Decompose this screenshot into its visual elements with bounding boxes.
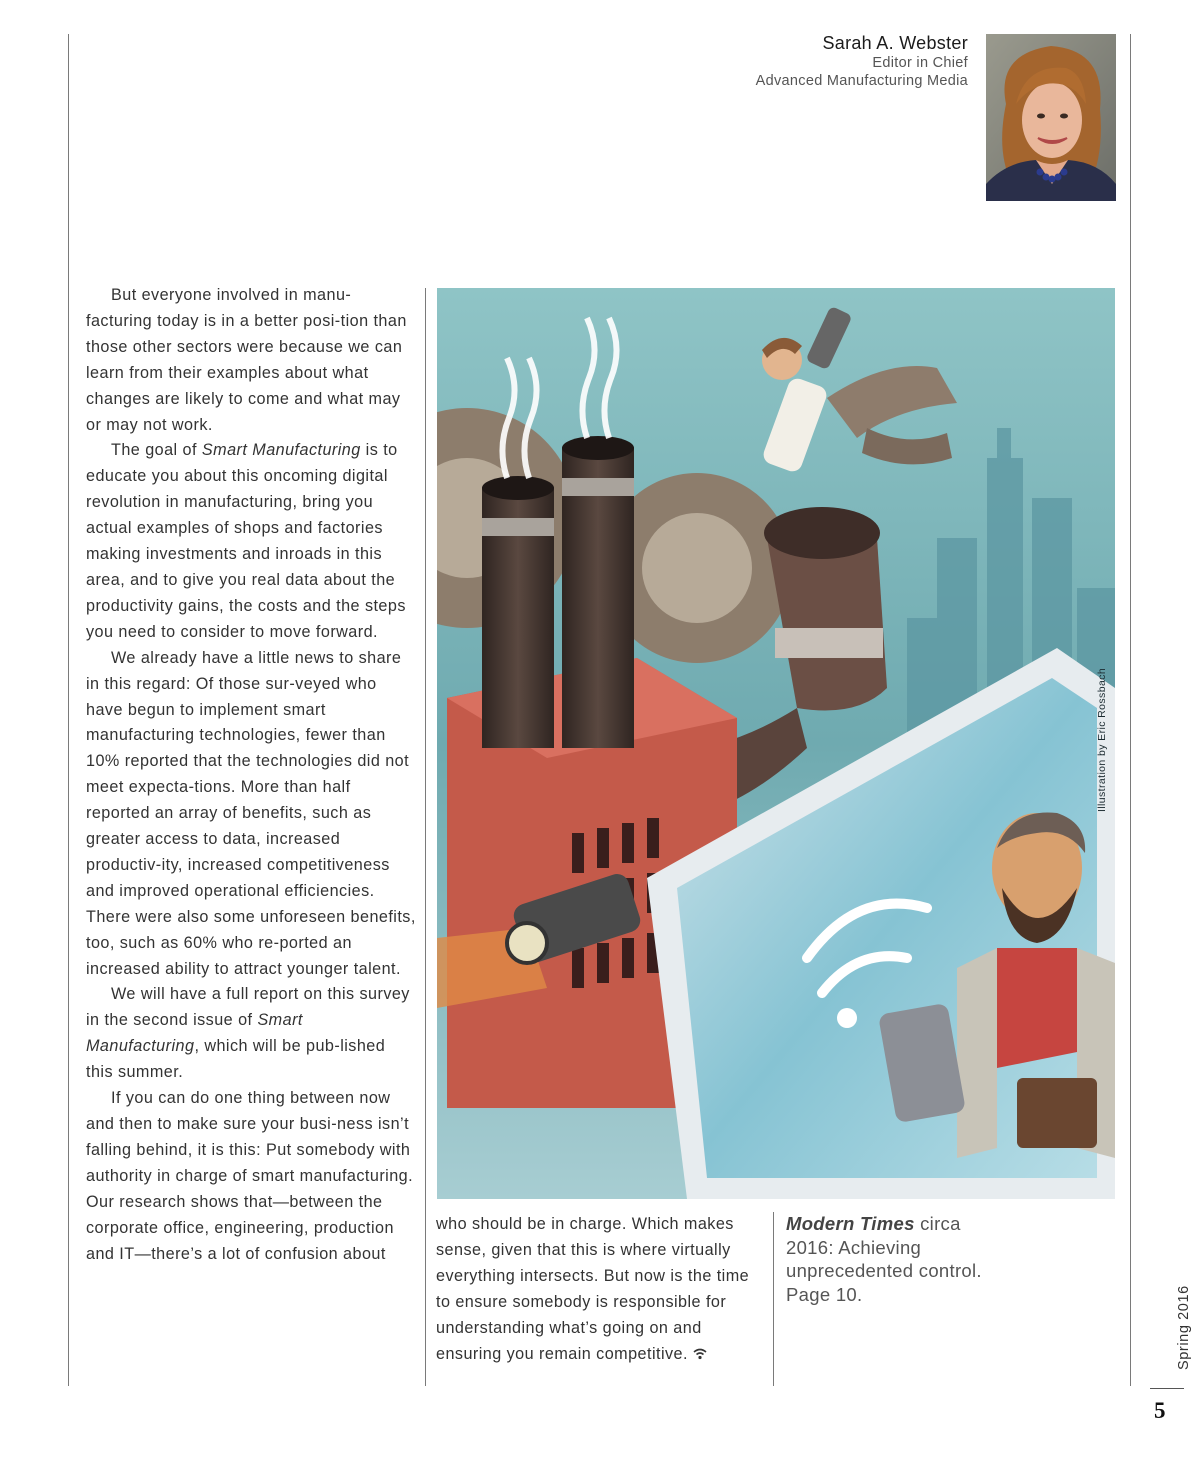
author-organization: Advanced Manufacturing Media [755, 73, 968, 89]
publication-name: Smart Manufacturing [201, 441, 361, 460]
paragraph-6: who should be in charge. Which makes sense, given that this is where virtually everything intersects. But now is the time to ensure somebody is responsible for understanding what’s going on and ensuring you remain competitive. [436, 1215, 750, 1363]
page-number: 5 [1154, 1398, 1166, 1423]
caption-title: Modern Times [786, 1213, 915, 1234]
paragraph-3: We already have a little news to share in this regard: Of those sur-veyed who have begun to implement smart manufacturing technologies, fewer than 10% reported that the technologies did not meet expecta-tions. More than half reported an array of benefits, such as greater access to data, increased productiv-ity, increased competitiveness and improved operational efficiencies. There were also some unforeseen benefits, too, such as 60% who re-ported an increased ability to attract younger talent. [86, 648, 416, 978]
column-rule-1 [425, 288, 426, 1386]
feature-illustration [437, 288, 1115, 1199]
wifi-end-icon [693, 1348, 707, 1360]
left-margin-rule [68, 34, 69, 1386]
column-rule-2 [773, 1212, 774, 1386]
right-margin-rule [1130, 34, 1131, 1386]
footer-rule [1150, 1388, 1184, 1389]
author-title: Editor in Chief [872, 55, 968, 71]
paragraph-1: But everyone involved in manu-facturing today is in a better posi-tion than those other sectors were because we can learn from their examples about what changes are likely to come and what may or may not work. [86, 286, 407, 434]
illustration-credit: Illustration by Eric Rossbach [1096, 667, 1108, 812]
paragraph-4: We will have a full report on this survey in the second issue of Smart Manufacturing, which will be pub-lished this summer. [86, 985, 410, 1082]
paragraph-5: If you can do one thing between now and then to make sure your busi-ness isn’t falling behind, it is this: Put somebody with authority in charge of smart manufacturing. Our research shows that—between the corporate office, engineering, production and IT—there’s a lot of confusion about [86, 1089, 414, 1263]
article-column-left [86, 283, 416, 1267]
article-column-middle [436, 1212, 766, 1367]
paragraph-2: The goal of Smart Manufacturing is to educate you about this oncoming digital revolution in manufacturing, bring you actual examples of shops and factories making investments and inroads in this area, and to give you real data about the productivity gains, the costs and the steps you need to consider to move forward. [86, 441, 406, 641]
illustration-caption [786, 1212, 986, 1306]
author-name: Sarah A. Webster [822, 33, 968, 53]
caption-text: circa 2016: Achieving unprecedented control. Page 10. [786, 1213, 982, 1305]
author-block [468, 32, 968, 90]
author-photo [986, 34, 1116, 201]
issue-label: Spring 2016 [1176, 1285, 1192, 1370]
publication-name: Smart Manufacturing [86, 1011, 303, 1056]
